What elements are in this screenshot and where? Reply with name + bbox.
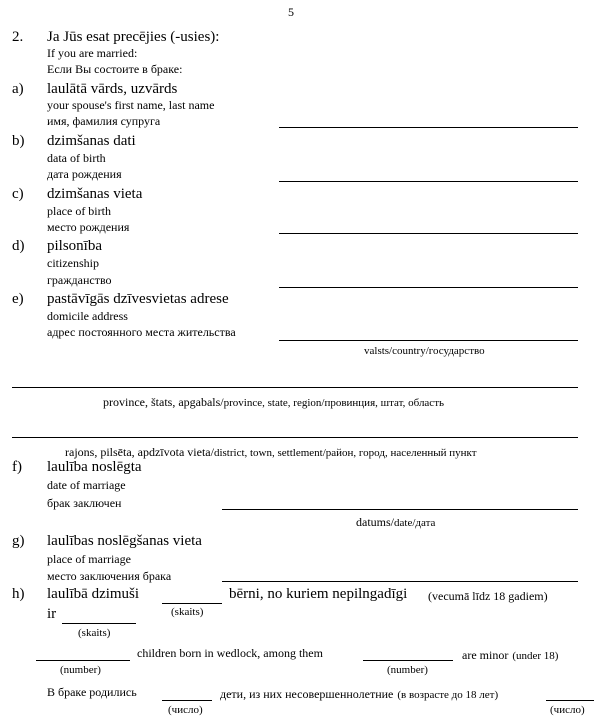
item-g-letter: g) [12, 533, 25, 549]
item-g-lv: laulības noslēgšanas vieta [47, 533, 202, 549]
citizenship-field[interactable] [279, 287, 578, 288]
item-c-lv: dzimšanas vieta [47, 186, 143, 202]
item-d-lv: pilsonība [47, 238, 102, 254]
section-title-ru: Если Вы состоите в браке: [47, 62, 183, 76]
marriage-date-caption [356, 513, 435, 531]
item-a-lv: laulātā vārds, uzvārds [47, 81, 178, 97]
district-caption-small: district, town, settlement/район, город, населенный пункт [213, 447, 477, 459]
item-b-en: data of birth [47, 151, 106, 165]
minor-count-field[interactable] [62, 623, 136, 624]
children-number-field-en[interactable] [36, 660, 130, 661]
district-caption-main: rajons, pilsēta, apdzīvota vieta/ [65, 445, 214, 459]
marriage-date-caption-main: datums/ [356, 515, 394, 529]
item-h-letter: h) [12, 586, 25, 602]
children-number-caption-ru: (число) [168, 704, 203, 716]
country-field[interactable] [279, 340, 578, 341]
item-g-en: place of marriage [47, 552, 131, 566]
province-caption-small: province, state, region/провинция, штат, область [223, 397, 445, 409]
item-f-ru: брак заключен [47, 496, 122, 510]
children-number-field-ru[interactable] [162, 700, 212, 701]
section-title-lv: Ja Jūs esat precējies (-usies): [47, 29, 220, 45]
marriage-place-field[interactable] [222, 581, 578, 582]
item-h-en-2-line [462, 646, 558, 664]
province-caption-main: province, štats, apgabals/ [103, 395, 224, 409]
item-e-en: domicile address [47, 309, 128, 323]
birth-place-field[interactable] [279, 233, 578, 234]
children-number-caption-en: (number) [60, 664, 101, 676]
children-count-caption: (skaits) [171, 606, 204, 618]
item-e-letter: e) [12, 291, 24, 307]
item-h-lv-1: laulībā dzimuši [47, 586, 140, 602]
item-g-ru: место заключения брака [47, 569, 172, 583]
item-d-letter: d) [12, 238, 25, 254]
marriage-date-field[interactable] [222, 509, 578, 510]
page-number: 5 [288, 5, 294, 19]
item-a-letter: a) [12, 81, 24, 97]
item-h-en-2: are minor [462, 648, 509, 662]
section-number: 2. [12, 29, 24, 45]
item-b-ru: дата рождения [47, 167, 122, 181]
item-h-ru-2-line [220, 685, 498, 703]
marriage-date-caption-small: date/дата [394, 517, 436, 529]
item-e-ru: адрес постоянного места жительства [47, 325, 236, 339]
item-h-lv-paren: (vecumā līdz 18 gadiem) [428, 589, 548, 603]
item-a-en: your spouse's first name, last name [47, 98, 215, 112]
item-c-ru: место рождения [47, 220, 130, 234]
item-h-ru-2: дети, из них несовершеннолетние [220, 687, 394, 701]
item-f-lv: laulība noslēgta [47, 459, 142, 475]
item-f-en: date of marriage [47, 478, 126, 492]
item-h-en-1: children born in wedlock, among them [137, 646, 323, 660]
section-title-en: If you are married: [47, 46, 138, 60]
item-f-letter: f) [12, 459, 22, 475]
item-d-en: citizenship [47, 256, 99, 270]
item-c-en: place of birth [47, 204, 111, 218]
item-e-lv: pastāvīgās dzīvesvietas adrese [47, 291, 229, 307]
children-count-field[interactable] [162, 603, 222, 604]
province-caption [103, 393, 444, 411]
item-d-ru: гражданство [47, 273, 112, 287]
item-b-lv: dzimšanas dati [47, 133, 136, 149]
item-b-letter: b) [12, 133, 25, 149]
province-field[interactable] [12, 387, 578, 388]
minor-number-field-en[interactable] [363, 660, 453, 661]
spouse-name-field[interactable] [279, 127, 578, 128]
minor-number-caption-ru: (число) [550, 704, 585, 716]
item-a-ru: имя, фамилия супруга [47, 114, 161, 128]
item-h-lv-2: bērni, no kuriem nepilngadīgi [229, 586, 408, 602]
birth-date-field[interactable] [279, 181, 578, 182]
district-field[interactable] [12, 437, 578, 438]
item-h-en-paren: (under 18) [512, 650, 559, 662]
minor-number-caption-en: (number) [387, 664, 428, 676]
minor-count-caption: (skaits) [78, 627, 111, 639]
country-caption: valsts/country/государство [364, 345, 485, 357]
minor-number-field-ru[interactable] [546, 700, 594, 701]
item-c-letter: c) [12, 186, 24, 202]
item-h-ru-1: В браке родились [47, 685, 137, 699]
item-h-ru-paren: (в возрасте до 18 лет) [397, 689, 499, 701]
item-h-lv-ir: ir [47, 606, 57, 622]
